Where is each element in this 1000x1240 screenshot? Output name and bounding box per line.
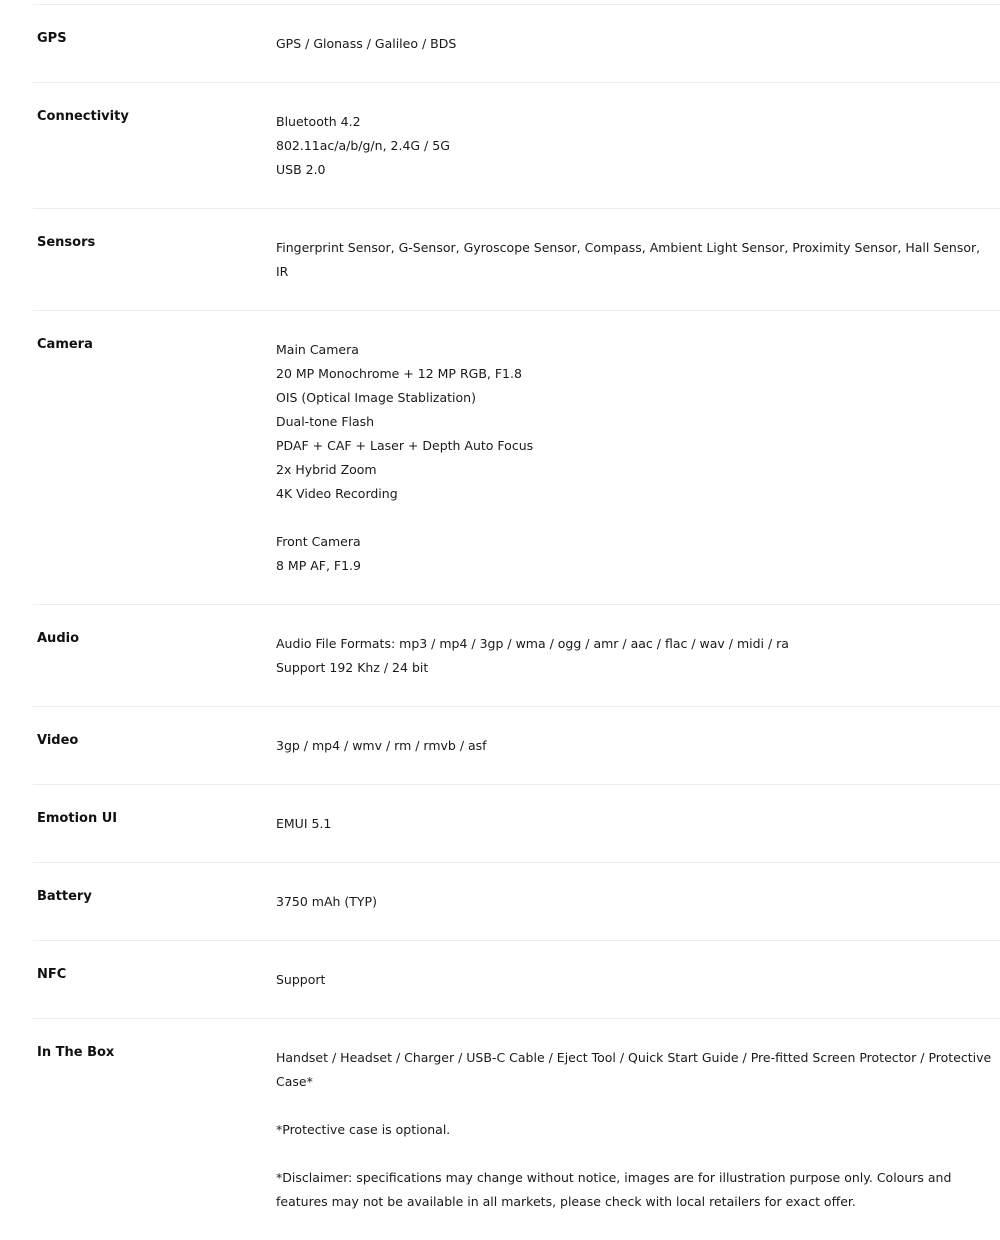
spec-value (276, 629, 1000, 680)
spec-value-line: Support 192 Khz / 24 bit (276, 660, 429, 675)
spec-value-line: Fingerprint Sensor, G-Sensor, Gyroscope Sensor, Compass, Ambient Light Sensor, Proximity Sensor, Hall Sensor, IR (276, 240, 981, 279)
specs-table (33, 4, 1000, 1240)
spec-value (276, 335, 1000, 578)
spec-value (276, 965, 1000, 992)
spec-value-line: Handset / Headset / Charger / USB-C Cable / Eject Tool / Quick Start Guide / Pre-fitted Screen Protector / Protective Case* (276, 1050, 992, 1089)
spec-value-line: 802.11ac/a/b/g/n, 2.4G / 5G (276, 138, 450, 153)
spec-label: In The Box (37, 1045, 115, 1060)
spec-value-line: EMUI 5.1 (276, 816, 332, 831)
spec-row-camera (33, 311, 1000, 605)
spec-value (276, 731, 1000, 758)
spec-value-line: 8 MP AF, F1.9 (276, 558, 361, 573)
spec-label: Battery (37, 889, 92, 904)
spec-label: Audio (37, 631, 80, 646)
spec-value (276, 1043, 1000, 1214)
spec-row-video (33, 707, 1000, 785)
spec-label: Emotion UI (37, 811, 118, 826)
spec-value-line: 3gp / mp4 / wmv / rm / rmvb / asf (276, 738, 487, 753)
spec-value (276, 29, 1000, 56)
spec-row-battery (33, 863, 1000, 941)
spec-row-sensors (33, 209, 1000, 311)
spec-value (276, 809, 1000, 836)
spec-label: Video (37, 733, 79, 748)
spec-label: NFC (37, 967, 67, 982)
spec-row-audio (33, 605, 1000, 707)
spec-value-line: Support (276, 972, 326, 987)
spec-value-line: USB 2.0 (276, 162, 326, 177)
spec-value-line: Dual-tone Flash (276, 414, 375, 429)
spec-row-gps (33, 5, 1000, 83)
spec-value-line: Bluetooth 4.2 (276, 114, 361, 129)
spacer (276, 1094, 992, 1118)
spec-row-emotion-ui (33, 785, 1000, 863)
spec-value-line: 3750 mAh (TYP) (276, 894, 377, 909)
disclaimer-text: *Disclaimer: specifications may change without notice, images are for illustration purpose only. Colours and features may not be available in all markets, please check with local retailers for exact offer. (276, 1170, 952, 1209)
spec-value-line: Front Camera (276, 534, 361, 549)
spec-value (276, 887, 1000, 914)
spec-row-nfc (33, 941, 1000, 1019)
spec-value-line: 2x Hybrid Zoom (276, 462, 377, 477)
spec-label: Connectivity (37, 109, 129, 124)
spec-label: GPS (37, 31, 67, 46)
spec-label: Camera (37, 337, 93, 352)
spec-value-line: *Protective case is optional. (276, 1122, 451, 1137)
spacer (276, 1142, 992, 1166)
spec-row-connectivity (33, 83, 1000, 209)
spec-value (276, 233, 1000, 284)
spec-label: Sensors (37, 235, 96, 250)
spec-value-line: GPS / Glonass / Galileo / BDS (276, 36, 457, 51)
spec-row-in-the-box (33, 1019, 1000, 1240)
spec-value-line: PDAF + CAF + Laser + Depth Auto Focus (276, 438, 534, 453)
spec-value (276, 107, 1000, 182)
spec-value-line: Main Camera (276, 342, 359, 357)
spec-value-line: 4K Video Recording (276, 486, 398, 501)
spacer (276, 506, 992, 530)
spec-value-line: 20 MP Monochrome + 12 MP RGB, F1.8 (276, 366, 522, 381)
spec-value-line: Audio File Formats: mp3 / mp4 / 3gp / wma / ogg / amr / aac / flac / wav / midi / ra (276, 636, 789, 651)
spec-value-line: OIS (Optical Image Stablization) (276, 390, 476, 405)
